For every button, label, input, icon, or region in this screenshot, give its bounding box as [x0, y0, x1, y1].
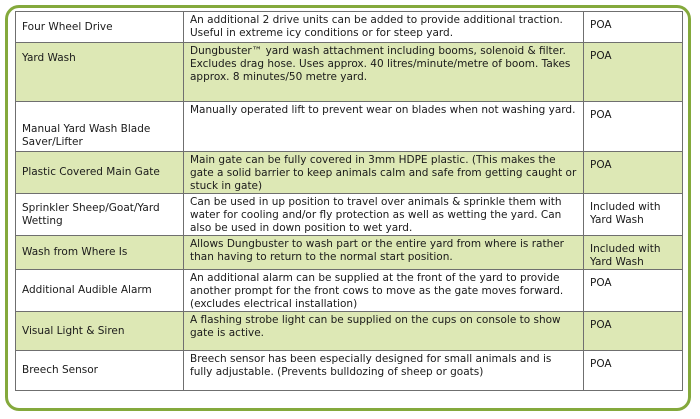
option-name: Plastic Covered Main Gate [16, 152, 184, 194]
option-name: Sprinkler Sheep/Goat/Yard Wetting [16, 194, 184, 236]
option-price: POA [584, 43, 683, 102]
option-description: An additional 2 drive units can be added to provide additional traction. Useful in extreme icy conditions or for steep yard. [184, 12, 584, 43]
option-description: Can be used in up position to travel over animals & sprinkle them with water for cooling and/or fly protection as well as wetting the yard. Can also be used in down position to wet yard. [184, 194, 584, 236]
option-price: POA [584, 12, 683, 43]
option-description: Dungbuster™ yard wash attachment including booms, solenoid & filter. Excludes drag hose. Uses approx. 40 litres/minute/metre of boom. Takes approx. 8 minutes/50 metre yard. [184, 43, 584, 102]
option-price: POA [584, 152, 683, 194]
option-name: Additional Audible Alarm [16, 270, 184, 312]
option-description: Manually operated lift to prevent wear on blades when not washing yard. [184, 102, 584, 152]
option-description: An additional alarm can be supplied at the front of the yard to provide another prompt for the front cows to move as the gate moves forward. (excludes electrical installation) [184, 270, 584, 312]
table-row [16, 152, 683, 194]
option-name: Wash from Where Is [16, 236, 184, 270]
table-row [16, 43, 683, 102]
table-row [16, 312, 683, 351]
options-table [15, 11, 683, 391]
table-row [16, 236, 683, 270]
option-description: Allows Dungbuster to wash part or the entire yard from where is rather than having to return to the normal start position. [184, 236, 584, 270]
option-name: Yard Wash [16, 43, 184, 102]
table-row [16, 194, 683, 236]
table-row [16, 351, 683, 391]
option-price: Included with Yard Wash [584, 236, 683, 270]
table-row [16, 270, 683, 312]
table-row [16, 12, 683, 43]
table-row [16, 102, 683, 152]
option-price: POA [584, 312, 683, 351]
option-price: POA [584, 351, 683, 391]
option-name: Four Wheel Drive [16, 12, 184, 43]
option-description: Breech sensor has been especially designed for small animals and is fully adjustable. (Prevents bulldozing of sheep or goats) [184, 351, 584, 391]
option-name: Visual Light & Siren [16, 312, 184, 351]
option-name: Manual Yard Wash Blade Saver/Lifter [16, 102, 184, 152]
option-price: POA [584, 102, 683, 152]
option-description: Main gate can be fully covered in 3mm HDPE plastic. (This makes the gate a solid barrier to keep animals calm and safe from getting caught or stuck in gate) [184, 152, 584, 194]
option-price: Included with Yard Wash [584, 194, 683, 236]
option-price: POA [584, 270, 683, 312]
option-description: A flashing strobe light can be supplied on the cups on console to show gate is active. [184, 312, 584, 351]
option-name: Breech Sensor [16, 351, 184, 391]
